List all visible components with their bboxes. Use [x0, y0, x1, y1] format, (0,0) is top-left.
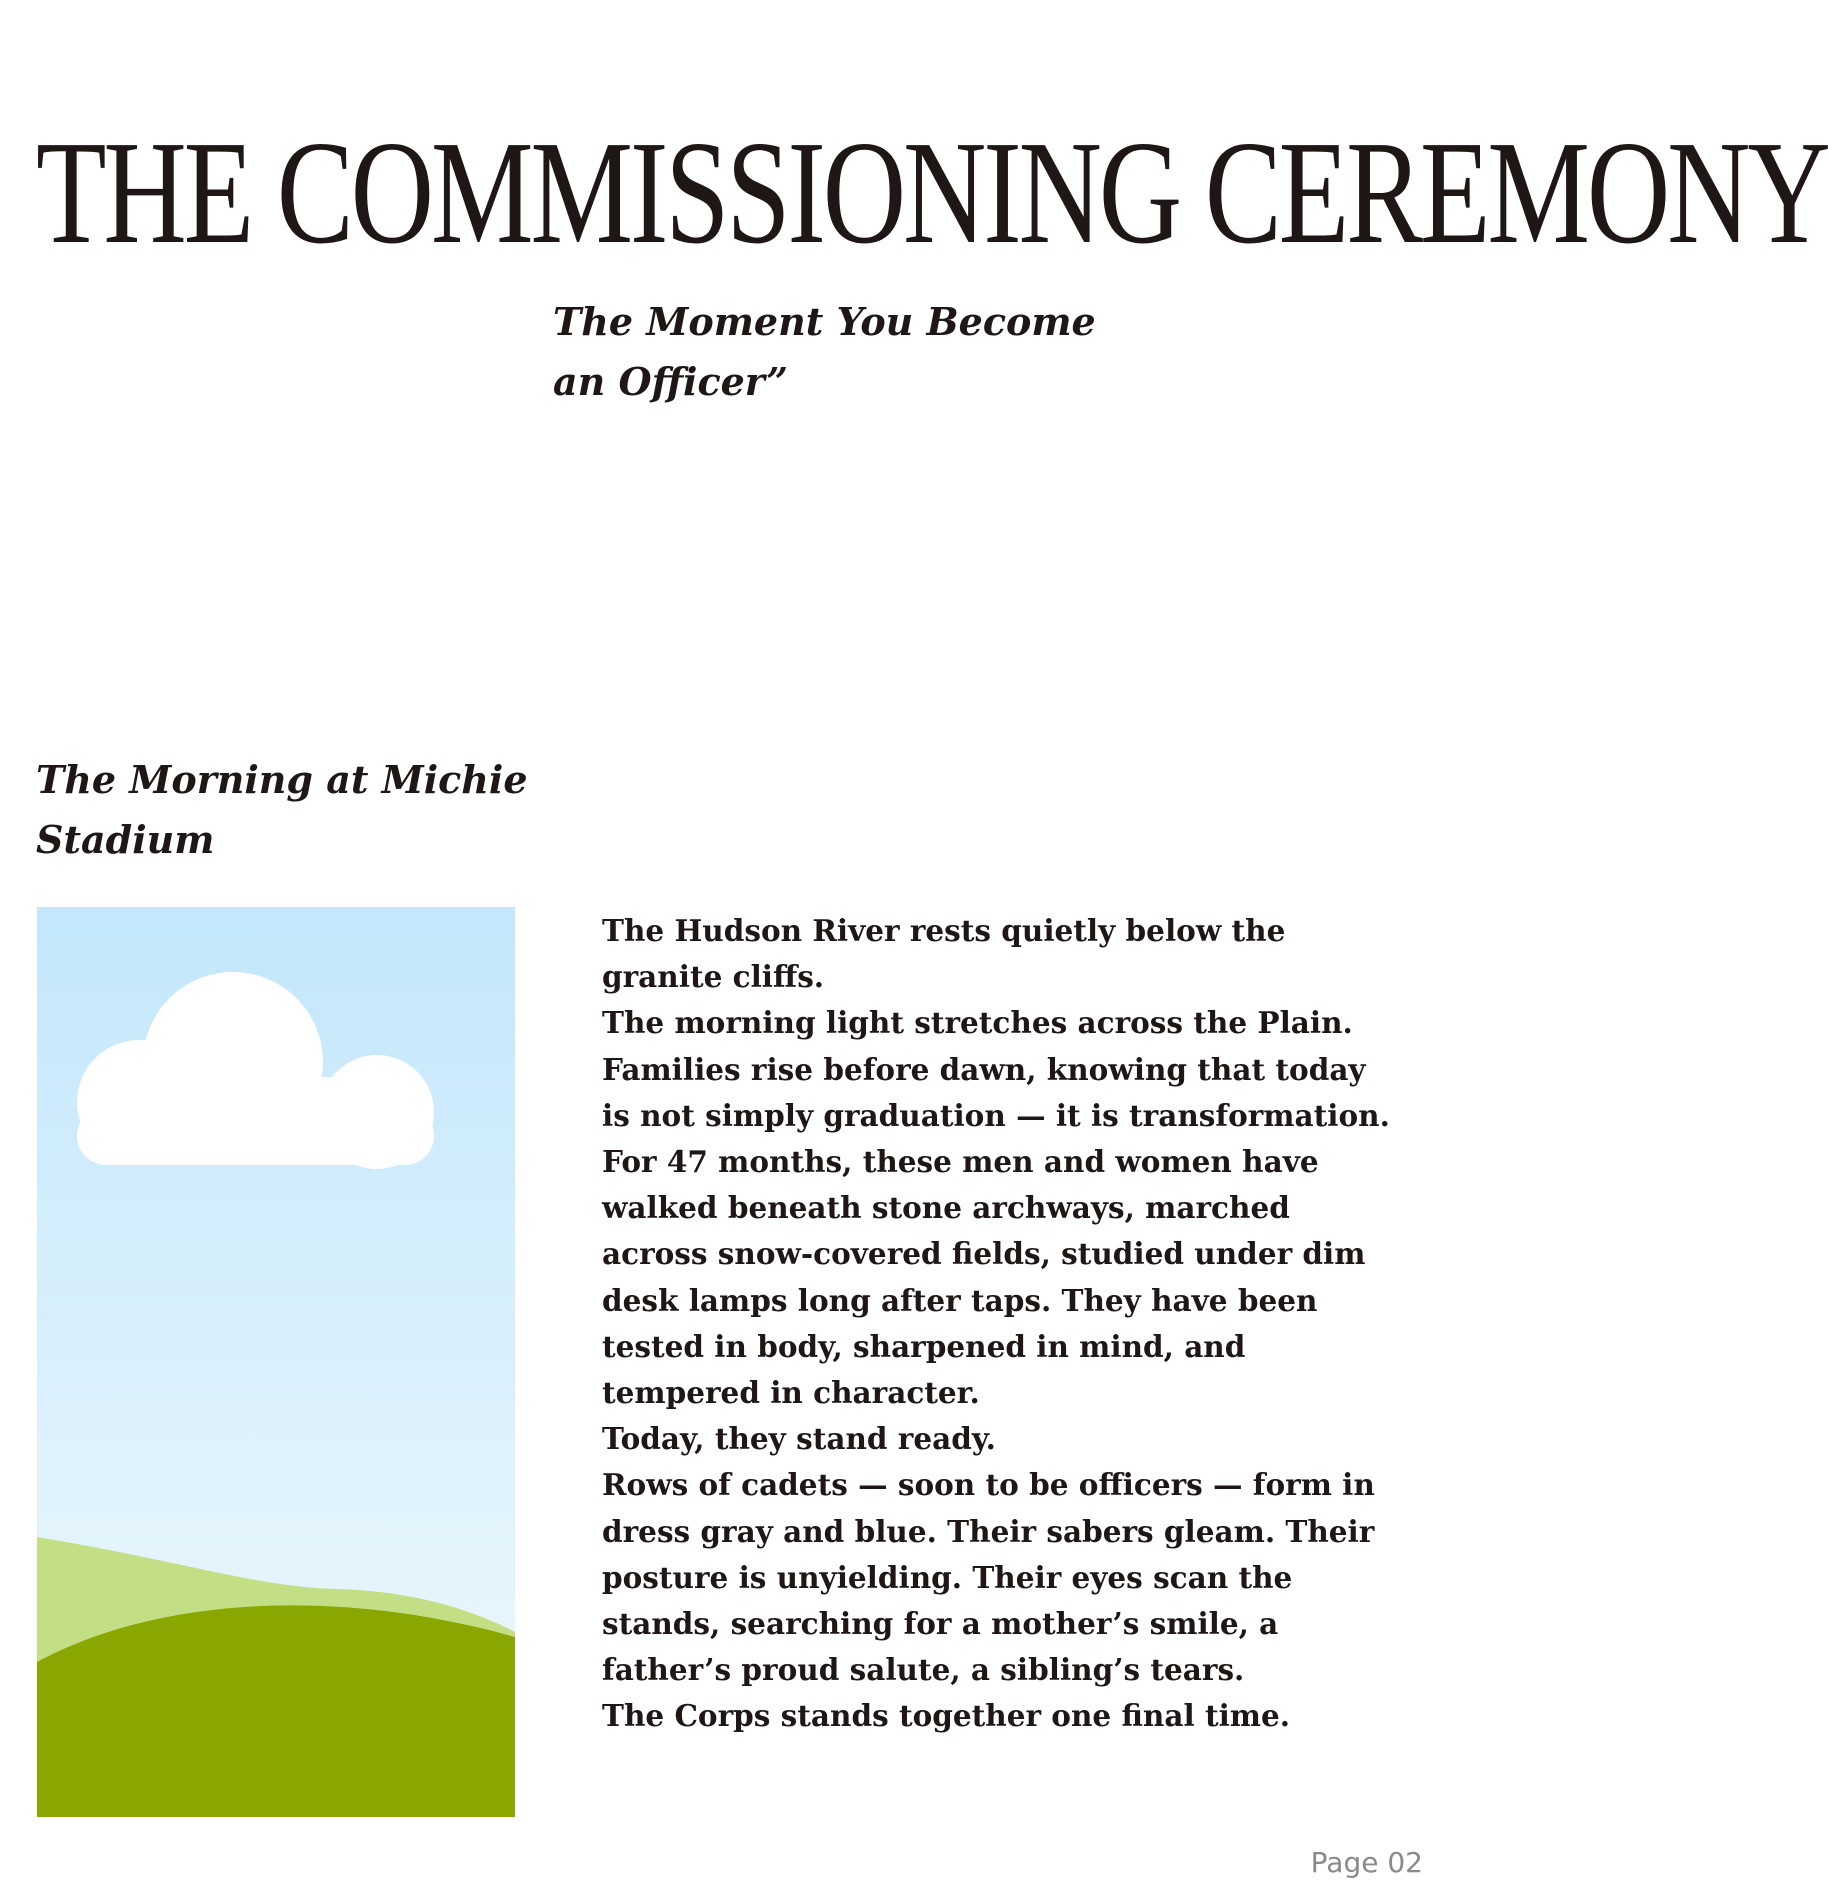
body-paragraph: The Corps stands together one final time.	[602, 1698, 1291, 1734]
illustration-svg	[37, 907, 515, 1817]
body-paragraph: The morning light stretches across the Plain.	[602, 1005, 1353, 1041]
section-heading: The Morning at Michie Stadium	[36, 757, 528, 862]
body-paragraph: The Hudson River rests quietly below the granite cliffs.	[602, 913, 1286, 995]
page-number: Page 02	[1310, 1846, 1423, 1879]
front-hill	[37, 1605, 515, 1817]
body-paragraph: Families rise before dawn, knowing that today is not simply graduation — it is transformation.	[602, 1051, 1390, 1133]
page-subtitle: The Moment You Become an Officer”	[553, 299, 1096, 404]
sky-cloud-hills-illustration	[37, 907, 515, 1817]
page-title: THE COMMISSIONING CEREMONY	[36, 111, 1828, 275]
article-body	[602, 908, 1392, 1740]
body-paragraph: Rows of cadets — soon to be officers — form in dress gray and blue. Their sabers gleam. Their posture is unyielding. Their eyes scan the stands, searching for a mother’s smile, a father’s proud salute, a sibling’s tears.	[602, 1467, 1375, 1688]
body-paragraph: For 47 months, these men and women have walked beneath stone archways, marched across snow-covered fields, studied under dim desk lamps long after taps. They have been tested in body, sharpened in mind, and tempered in character.	[602, 1144, 1366, 1411]
body-paragraph: Today, they stand ready.	[602, 1421, 996, 1457]
